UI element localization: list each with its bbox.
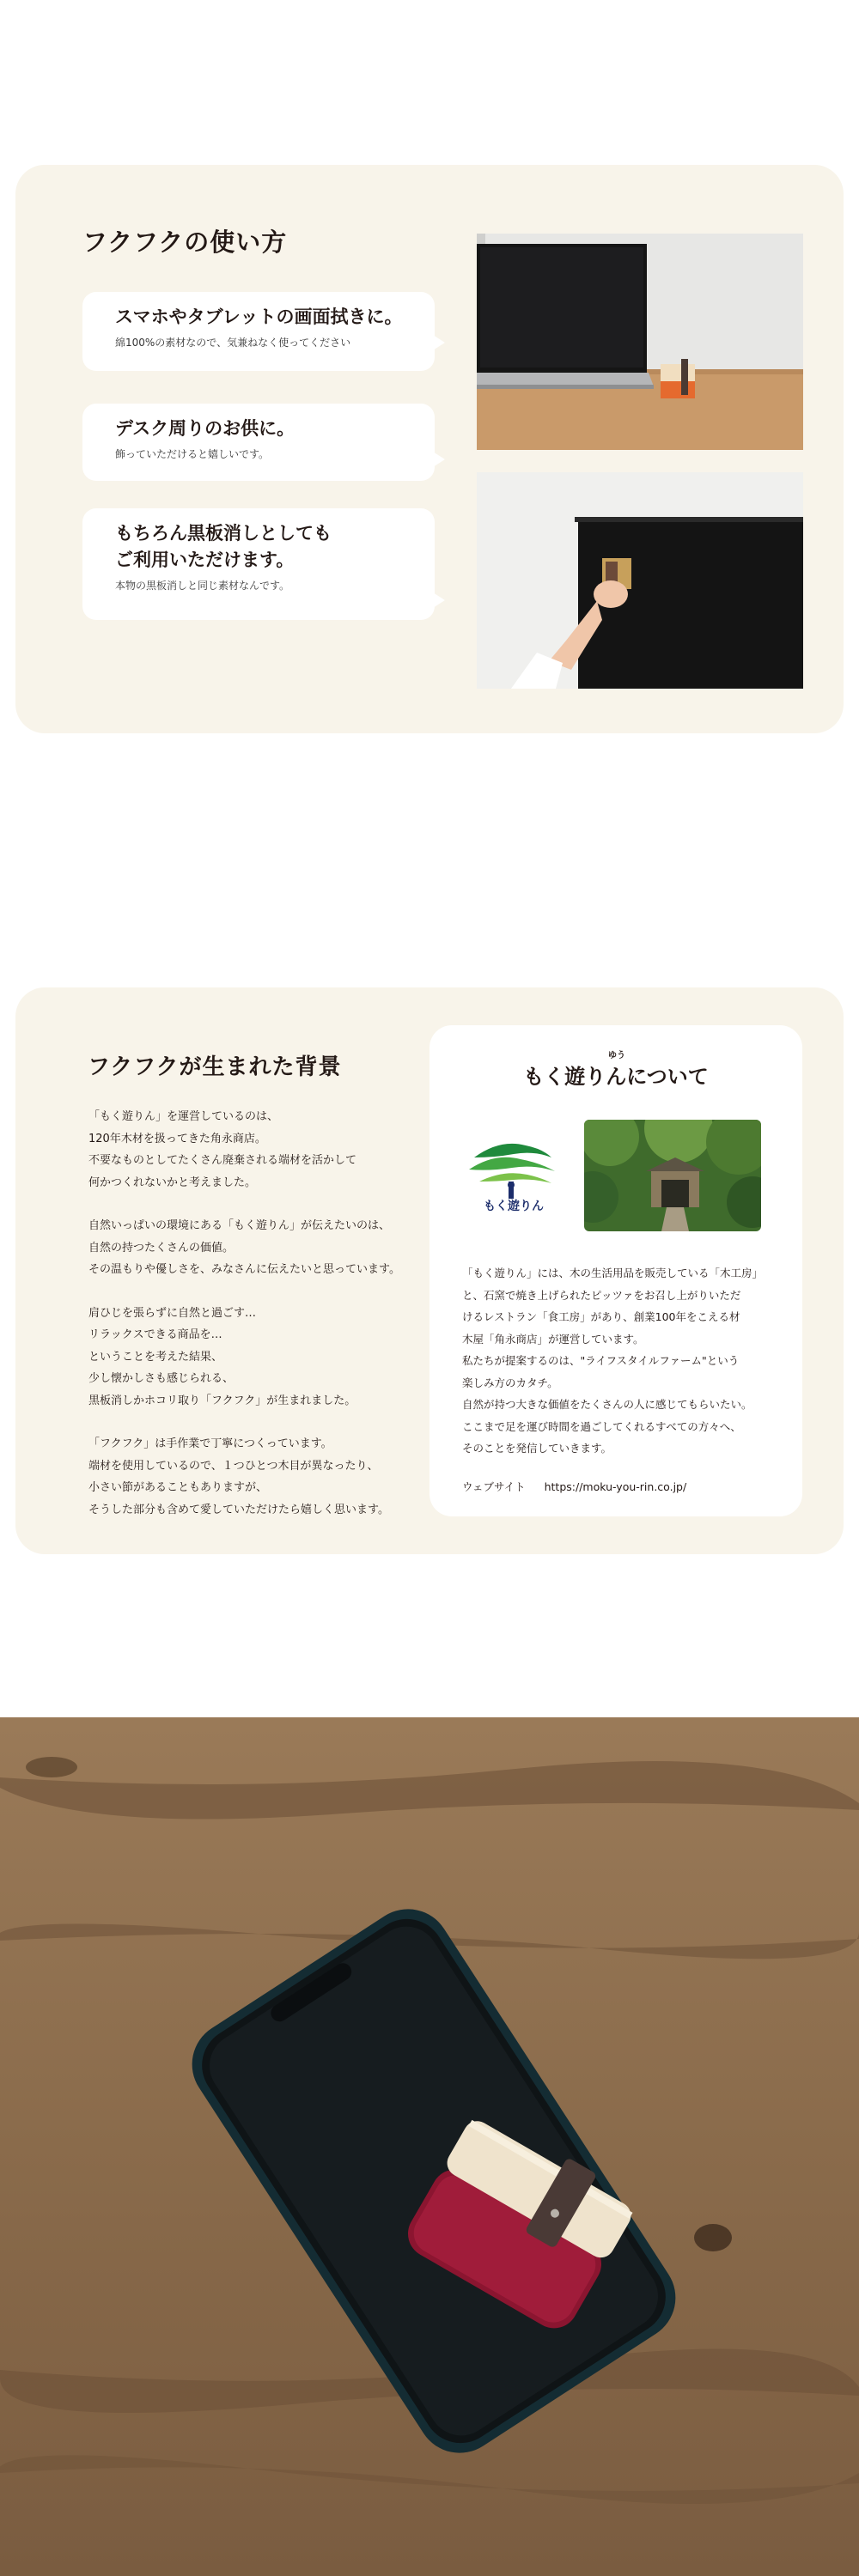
story-paragraph: 自然いっぱいの環境にある「もく遊りん」が伝えたいのは、 自然の持つたくさんの価値。 その温もりや優しさを、みなさんに伝えたいと思っています。	[88, 1219, 400, 1276]
about-body: 「もく遊りん」には、木の生活用品を販売している「木工房」 と、石窯で焼き上げられたピッツァをお召し上がりいただ けるレストラン「食工房」があり、創業100年をこえる材 木屋「角永商店」が運営しています。 私たちが提案するのは、"ライフスタイルファーム"という 楽しみ方のカタチ。 自然が持つ大きな価値をたくさんの人に感じてもらいたい。 ここまで足を運び時間を過ごしてくれるすべての方々へ、 そのことを発信していきます。	[462, 1267, 764, 1455]
about-title-ruby: ゆう	[608, 1051, 625, 1060]
bubble-subtitle: 綿100%の素材なので、気兼ねなく使ってください	[115, 337, 351, 349]
blackboard-photo	[477, 472, 803, 689]
bubble-subtitle: 本物の黒板消しと同じ素材なんです。	[115, 580, 290, 592]
usage-section	[15, 165, 844, 733]
product-hero-photo	[0, 1717, 859, 2576]
about-website	[462, 1479, 686, 1494]
forest-building-illustration	[584, 1120, 761, 1231]
usage-heading: フクフクの使い方	[82, 228, 288, 257]
logo-wordmark: もく遊りん	[484, 1200, 544, 1213]
website-label: ウェブサイト	[462, 1480, 526, 1493]
story-paragraph: 「もく遊りん」を運営しているのは、 120年木材を扱ってきた角永商店。 不要なものとしてたくさん廃棄される端材を活かして 何かつくれないかと考えました。	[88, 1110, 357, 1189]
usage-bubble-screen-wipe	[82, 292, 435, 371]
bubble-title: デスク周りのお供に。	[115, 418, 295, 439]
mokuyurin-logo	[466, 1137, 560, 1214]
usage-bubble-blackboard	[82, 508, 435, 620]
bubble-subtitle: 飾っていただけると嬉しいです。	[115, 448, 270, 460]
bubble-title: スマホやタブレットの画面拭きに。	[115, 307, 403, 327]
story-heading: フクフクが生まれた背景	[88, 1054, 342, 1080]
story-body	[88, 1106, 432, 1542]
website-link[interactable]: https://moku-you-rin.co.jp/	[544, 1480, 687, 1493]
usage-bubble-desk	[82, 404, 435, 481]
blackboard-illustration	[477, 472, 803, 689]
laptop-desk-illustration	[477, 234, 803, 450]
story-paragraph: 肩ひじを張らずに自然と過ごす… リラックスできる商品を… ということを考えた結果、 少し懐かしさも感じられる、 黒板消しかホコリ取り「フクフク」が生まれました。	[88, 1306, 356, 1407]
forest-photo	[584, 1120, 761, 1231]
story-paragraph: 「フクフク」は手作業で丁寧につくっています。 端材を使用しているので、１つひとつ木目が異なったり、 小さい節があることもありますが、 そうした部分も含めて愛していただけたら嬉しく思います。	[88, 1437, 389, 1516]
bubble-title: もちろん黒板消しとしても ご利用いただけます。	[115, 523, 332, 570]
about-card	[430, 1025, 802, 1516]
smartphone-with-fukufuku-illustration	[0, 1717, 859, 2576]
laptop-photo	[477, 234, 803, 450]
about-title: もく遊りんについて	[523, 1065, 709, 1089]
story-section	[15, 987, 844, 1554]
